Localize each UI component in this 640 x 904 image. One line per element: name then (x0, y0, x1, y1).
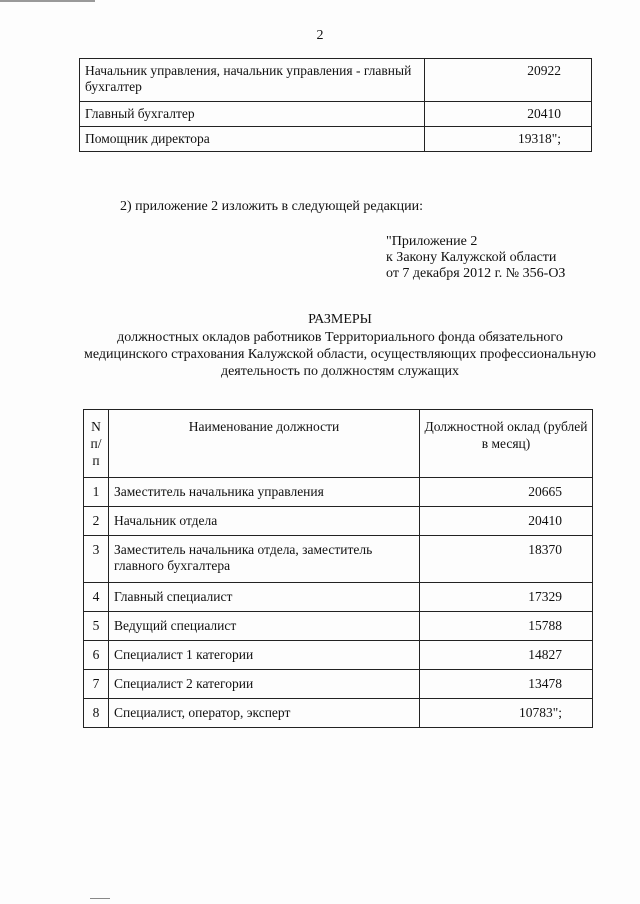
salary-value: 20665 (420, 478, 593, 507)
salary-value: 14827 (420, 641, 593, 670)
salary-value: 20410 (420, 507, 593, 536)
position-name: Заместитель начальника отдела, заместитель главного бухгалтера (109, 536, 420, 583)
salary-value: 18370 (420, 536, 593, 583)
table-row (84, 612, 593, 641)
amendment-paragraph: 2) приложение 2 изложить в следующей редакции: (120, 199, 423, 214)
salary-value: 19318"; (425, 127, 592, 152)
document-title: РАЗМЕРЫ (308, 312, 372, 327)
table-row (84, 507, 593, 536)
salary-value: 17329 (420, 583, 593, 612)
scan-edge-mark (90, 898, 110, 899)
document-subtitle: должностных окладов работников Территориального фонда обязательного медицинского страхования Калужской области, осуществляющих профессиональную деятельность по должностям служащих (83, 330, 597, 379)
appendix-line: к Закону Калужской области (386, 250, 557, 265)
salary-value: 13478 (420, 670, 593, 699)
row-number: 5 (84, 612, 109, 641)
position-name: Специалист 1 категории (109, 641, 420, 670)
table-row (84, 583, 593, 612)
table-header-row (84, 410, 593, 478)
table-row (80, 59, 592, 102)
salary-value: 10783"; (420, 699, 593, 728)
position-name: Ведущий специалист (109, 612, 420, 641)
table-row (84, 536, 593, 583)
salary-table (83, 409, 593, 728)
position-name: Специалист 2 категории (109, 670, 420, 699)
salary-value: 15788 (420, 612, 593, 641)
appendix-header (386, 234, 565, 282)
position-name: Начальник управления, начальник управления - главный бухгалтер (80, 59, 425, 102)
row-number: 7 (84, 670, 109, 699)
row-number: 3 (84, 536, 109, 583)
appendix-line: "Приложение 2 (386, 234, 478, 249)
table-row (84, 478, 593, 507)
row-number: 2 (84, 507, 109, 536)
table-row (84, 699, 593, 728)
position-name: Помощник директора (80, 127, 425, 152)
table-row (80, 102, 592, 127)
position-name: Специалист, оператор, эксперт (109, 699, 420, 728)
scan-edge-mark (0, 0, 95, 2)
table-row (84, 670, 593, 699)
salary-value: 20410 (425, 102, 592, 127)
position-name: Главный специалист (109, 583, 420, 612)
column-header-num: N п/п (84, 410, 109, 478)
salary-value: 20922 (425, 59, 592, 102)
position-name: Начальник отдела (109, 507, 420, 536)
table-row (80, 127, 592, 152)
table-row (84, 641, 593, 670)
column-header-salary: Должностной оклад (рублей в месяц) (420, 410, 593, 478)
row-number: 8 (84, 699, 109, 728)
row-number: 6 (84, 641, 109, 670)
position-name: Заместитель начальника управления (109, 478, 420, 507)
column-header-name: Наименование должности (109, 410, 420, 478)
page-number: 2 (316, 28, 324, 43)
position-name: Главный бухгалтер (80, 102, 425, 127)
appendix-line: от 7 декабря 2012 г. № 356-ОЗ (386, 266, 566, 281)
top-salary-table (79, 58, 592, 152)
row-number: 1 (84, 478, 109, 507)
row-number: 4 (84, 583, 109, 612)
